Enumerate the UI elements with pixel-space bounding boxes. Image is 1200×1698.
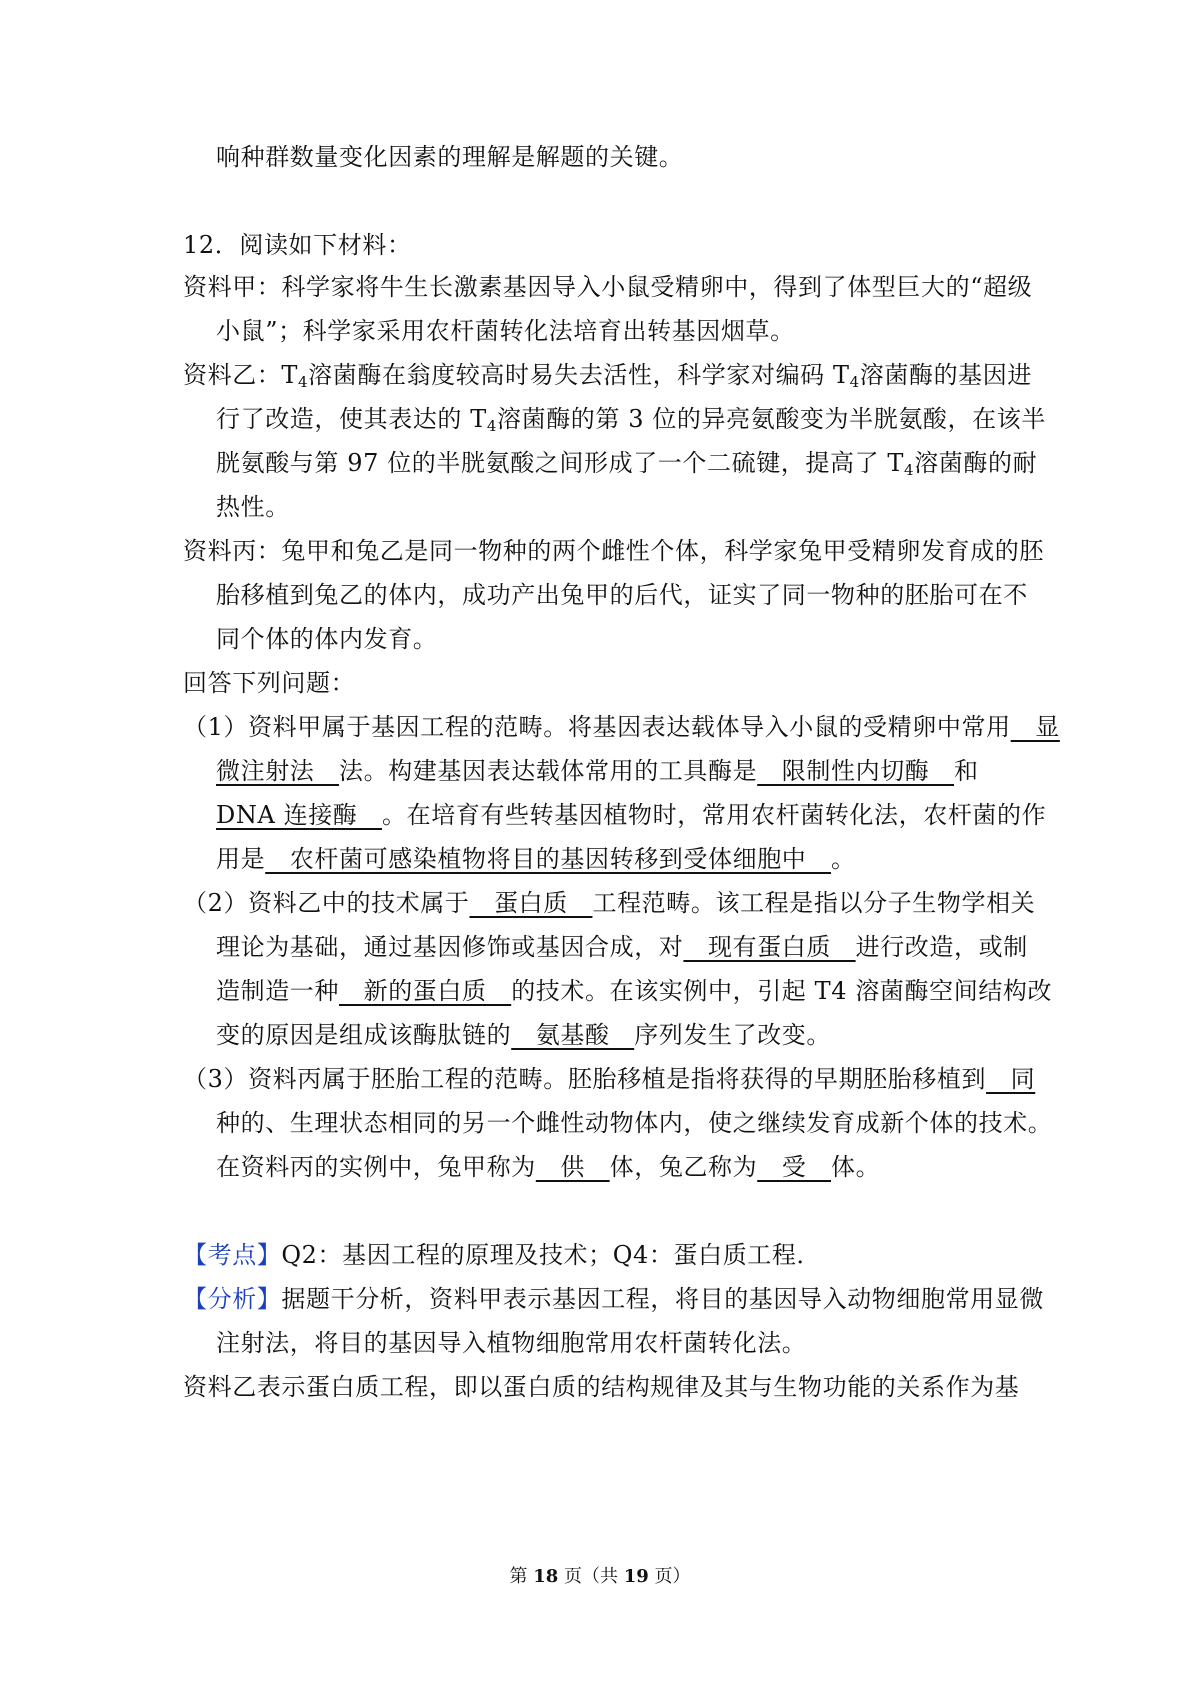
text-seg: 序列发生了改变。 [634, 1021, 832, 1049]
material-b-line2 [216, 402, 1046, 436]
fenxi-line1 [183, 1282, 1044, 1316]
answer-blank: DNA 连接酶 [216, 801, 383, 829]
text-seg: 的技术。在该实例中，引起 T4 溶菌酶空间结构改 [511, 977, 1053, 1005]
text-seg: 法。构建基因表达载体常用的工具酶是 [339, 757, 758, 785]
part3-line2: 种的、生理状态相同的另一个雌性动物体内，使之继续发育成新个体的技术。 [216, 1109, 1053, 1137]
subscript: 4 [298, 373, 309, 391]
text-seg: 变的原因是组成该酶肽链的 [216, 1021, 512, 1049]
text-seg: 用是 [216, 845, 266, 873]
answer-blank: 供 [535, 1153, 610, 1181]
material-b-line1 [183, 358, 1032, 392]
text-seg: 理论为基础，通过基因修饰或基因合成，对 [216, 933, 684, 961]
part1-line3 [216, 798, 1046, 832]
text-seg: （1）资料甲属于基因工程的范畴。将基因表达载体导入小鼠的受精卵中常用 [183, 713, 1011, 741]
answer-blank: 显 [1010, 713, 1060, 741]
text-seg: 。在培育有些转基因植物时，常用农杆菌转化法，农杆菌的作 [382, 801, 1047, 829]
text-seg: （3）资料丙属于胚胎工程的范畴。胚胎移植是指将获得的早期胚胎移植到 [183, 1065, 987, 1093]
part3-line1 [183, 1062, 1035, 1096]
part1-line2 [216, 754, 979, 788]
question-heading: 12．阅读如下材料： [183, 231, 412, 259]
answer-blank: 微注射法 [216, 757, 339, 785]
material-c-line3: 同个体的体内发育。 [216, 625, 438, 653]
text-seg: 工程范畴。该工程是指以分子生物学相关 [592, 889, 1036, 917]
answer-prompt: 回答下列问题： [183, 669, 356, 697]
answer-blank: 受 [757, 1153, 832, 1181]
text-seg: 溶菌酶的第 3 位的异亮氨酸变为半胱氨酸，在该半 [497, 405, 1046, 433]
part2-line4 [216, 1018, 831, 1052]
text-seg: 据题干分析，资料甲表示基因工程，将目的基因导入动物细胞常用显微 [281, 1285, 1045, 1313]
part2-line3 [216, 974, 1052, 1008]
answer-blank: 新的蛋白质 [339, 977, 512, 1005]
part1-line1 [183, 710, 1060, 744]
material-b-line3 [216, 446, 1037, 480]
material-b-line4: 热性。 [216, 493, 290, 521]
kaodian-line [183, 1238, 821, 1272]
material-c-line1: 资料丙：兔甲和兔乙是同一物种的两个雌性个体，科学家兔甲受精卵发育成的胚 [183, 537, 1044, 565]
text-seg: 在资料丙的实例中，兔甲称为 [216, 1153, 536, 1181]
page-footer [0, 1564, 1200, 1590]
text-seg: 页（共 [558, 1566, 624, 1587]
page-number: 18 [533, 1566, 559, 1587]
text-seg: （2）资料乙中的技术属于 [183, 889, 470, 917]
answer-blank: 同 [986, 1065, 1036, 1093]
answer-blank: 氨基酸 [511, 1021, 635, 1049]
part2-line1 [183, 886, 1035, 920]
text-seg: 第 [509, 1566, 534, 1587]
answer-blank: 限制性内切酶 [757, 757, 955, 785]
fenxi-line2: 注射法，将目的基因导入植物细胞常用农杆菌转化法。 [216, 1329, 807, 1357]
subscript: 4 [486, 417, 497, 435]
material-c-line2: 胎移植到兔乙的体内，成功产出兔甲的后代，证实了同一物种的胚胎可在不 [216, 581, 1028, 609]
subscript: 4 [849, 373, 860, 391]
text-seg: 资料乙：T [183, 361, 299, 389]
text-seg: 行了改造，使其表达的 T [216, 405, 487, 433]
text-seg: 体。 [831, 1153, 881, 1181]
subscript: 4 [904, 461, 915, 479]
kaodian-tag: 【考点】 [183, 1241, 282, 1269]
material-a-line1: 资料甲：科学家将牛生长激素基因导入小鼠受精卵中，得到了体型巨大的“超级 [183, 273, 1033, 301]
text-seg: 体，兔乙称为 [609, 1153, 758, 1181]
text-seg: 和 [954, 757, 979, 785]
text-seg: 进行改造，或制 [855, 933, 1028, 961]
total-pages: 19 [623, 1566, 649, 1587]
answer-blank: 现有蛋白质 [683, 933, 856, 961]
text-seg: 。 [831, 845, 856, 873]
text-seg: 溶菌酶的耐 [914, 449, 1038, 477]
text-seg: Q2：基因工程的原理及技术；Q4：蛋白质工程． [281, 1241, 822, 1269]
text-seg: 胱氨酸与第 97 位的半胱氨酸之间形成了一个二硫键，提高了 T [216, 449, 905, 477]
text-seg: 溶菌酶的基因进 [859, 361, 1032, 389]
fenxi-tag: 【分析】 [183, 1285, 282, 1313]
answer-blank: 农杆菌可感染植物将目的基因转移到受体细胞中 [265, 845, 832, 873]
answer-blank: 蛋白质 [469, 889, 593, 917]
text-seg: 溶菌酶在翁度较高时易失去活性，科学家对编码 T [308, 361, 850, 389]
part3-line3 [216, 1150, 880, 1184]
analysis-line3: 资料乙表示蛋白质工程，即以蛋白质的结构规律及其与生物功能的关系作为基 [183, 1373, 1020, 1401]
text-seg: 页） [648, 1566, 691, 1587]
material-a-line2: 小鼠”；科学家采用农杆菌转化法培育出转基因烟草。 [216, 317, 795, 345]
continuation-line: 响种群数量变化因素的理解是解题的关键。 [216, 143, 684, 171]
part1-line4 [216, 842, 856, 876]
part2-line2 [216, 930, 1028, 964]
text-seg: 造制造一种 [216, 977, 339, 1005]
